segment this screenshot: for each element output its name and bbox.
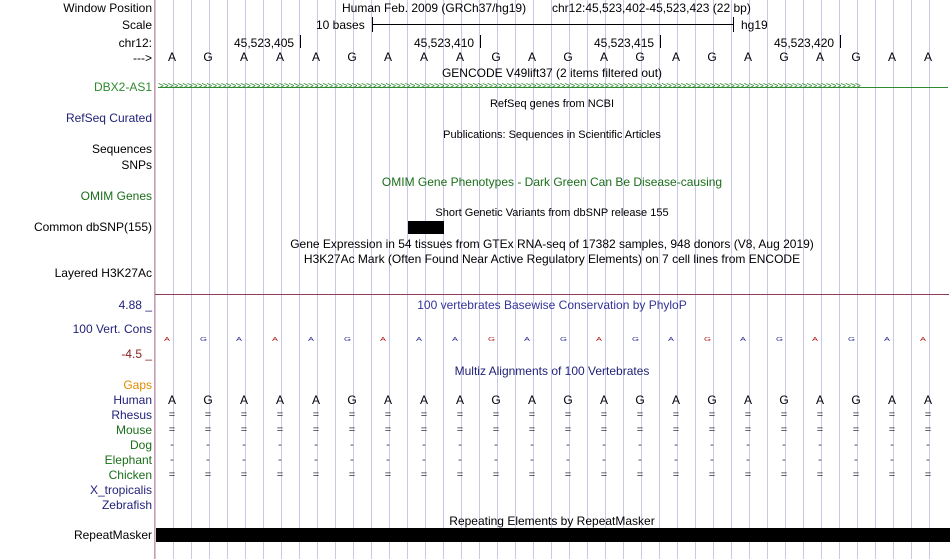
phylop-base-mark: A — [740, 336, 747, 342]
phylop-base-mark: A — [272, 336, 279, 342]
alignment-base: = — [672, 409, 680, 421]
assembly-name: Human Feb. 2009 (GRCh37/hg19) — [342, 1, 527, 15]
alignment-base: = — [744, 409, 752, 421]
dbsnp-track-title: Short Genetic Variants from dbSNP release 155 — [435, 207, 669, 219]
repeatmasker-feature[interactable] — [156, 528, 950, 542]
alignment-base: A — [419, 393, 428, 407]
alignment-base: = — [600, 424, 608, 436]
alignment-base: - — [314, 439, 318, 451]
alignment-base: A — [923, 393, 932, 407]
alignment-base: = — [276, 424, 284, 436]
alignment-base: = — [636, 409, 644, 421]
alignment-base: - — [818, 454, 822, 466]
refseq-track-title: RefSeq genes from NCBI — [489, 98, 615, 110]
alignment-base: - — [170, 454, 174, 466]
alignment-base: = — [168, 469, 176, 481]
dna-base: A — [599, 50, 608, 64]
snps-label[interactable]: SNPs — [121, 158, 152, 172]
phylop-base-mark: A — [416, 336, 423, 342]
omim-label[interactable]: OMIM Genes — [80, 189, 152, 203]
alignment-base: - — [350, 454, 354, 466]
alignment-base: = — [528, 424, 536, 436]
alignment-base: A — [455, 393, 464, 407]
scale-label: Scale — [121, 18, 152, 32]
ruler-tick-mark — [840, 35, 841, 48]
alignment-base: A — [383, 393, 392, 407]
scale-bar-left-tick — [372, 17, 373, 32]
species-label[interactable]: Zebrafish — [101, 498, 152, 512]
omim-track-title: OMIM Gene Phenotypes - Dark Green Can Be Disease-causing — [381, 175, 723, 189]
alignment-base: = — [924, 424, 932, 436]
alignment-base: = — [816, 469, 824, 481]
alignment-base: - — [386, 454, 390, 466]
alignment-base: - — [278, 439, 282, 451]
alignment-base: A — [239, 393, 248, 407]
alignment-base: - — [710, 439, 714, 451]
ruler-tick-label: 45,523,415 — [594, 36, 655, 50]
dna-base: A — [311, 50, 320, 64]
h3k27ac-track-title: H3K27Ac Mark (Often Found Near Active Regulatory Elements) on 7 cell lines from ENCODE — [303, 252, 801, 266]
alignment-base: = — [240, 469, 248, 481]
alignment-base: G — [203, 393, 213, 407]
dna-base: G — [203, 50, 213, 64]
alignment-base: - — [494, 454, 498, 466]
alignment-base: = — [312, 424, 320, 436]
ruler-tick-label: 45,523,410 — [414, 36, 475, 50]
alignment-base: - — [674, 454, 678, 466]
dna-base: A — [239, 50, 248, 64]
alignment-base: = — [276, 409, 284, 421]
ruler-tick-mark — [300, 35, 301, 48]
alignment-base: = — [924, 469, 932, 481]
alignment-base: A — [671, 393, 680, 407]
alignment-base: - — [854, 439, 858, 451]
alignment-base: - — [458, 454, 462, 466]
phylop-base-mark: G — [488, 336, 496, 342]
dna-base: A — [743, 50, 752, 64]
alignment-base: = — [528, 469, 536, 481]
phylop-base-mark: A — [452, 336, 459, 342]
species-label[interactable]: Chicken — [108, 468, 152, 482]
alignment-base: G — [563, 393, 573, 407]
alignment-base: = — [852, 409, 860, 421]
alignment-base: = — [204, 424, 212, 436]
chr-label: chr12: — [118, 36, 152, 50]
alignment-base: G — [347, 393, 357, 407]
phylop-base-mark: G — [776, 336, 784, 342]
alignment-base: = — [348, 424, 356, 436]
phylop-base-mark: A — [524, 336, 531, 342]
alignment-base: = — [888, 409, 896, 421]
alignment-base: = — [600, 409, 608, 421]
alignment-base: - — [206, 454, 210, 466]
phylop-base-mark: A — [308, 336, 315, 342]
alignment-base: = — [672, 424, 680, 436]
alignment-base: = — [708, 409, 716, 421]
alignment-base: = — [744, 424, 752, 436]
phylop-base-mark: G — [200, 336, 208, 342]
sequences-label[interactable]: Sequences — [91, 142, 152, 156]
alignment-base: A — [743, 393, 752, 407]
scale-text: 10 bases — [316, 18, 365, 32]
grid-line — [155, 0, 156, 559]
alignment-base: - — [314, 454, 318, 466]
alignment-base: = — [780, 409, 788, 421]
alignment-base: = — [636, 469, 644, 481]
alignment-base: - — [746, 454, 750, 466]
alignment-base: - — [782, 454, 786, 466]
alignment-base: = — [852, 469, 860, 481]
alignment-base: = — [780, 469, 788, 481]
window-position-value: chr12:45,523,402-45,523,423 (22 bp) — [552, 1, 751, 15]
alignment-base: G — [851, 393, 861, 407]
phylop-base-mark: A — [164, 336, 171, 342]
phylop-base-mark: G — [560, 336, 568, 342]
alignment-base: = — [564, 469, 572, 481]
phylop-base-mark: G — [704, 336, 712, 342]
dna-base: A — [671, 50, 680, 64]
publications-track-title: Publications: Sequences in Scientific Articles — [443, 129, 661, 141]
alignment-base: - — [926, 439, 930, 451]
gencode-track-title: GENCODE V49lift37 (2 items filtered out) — [441, 66, 663, 80]
gtex-track-title: Gene Expression in 54 tissues from GTEx RNA-seq of 17382 samples, 948 donors (V8, Aug 2019) — [290, 237, 814, 251]
alignment-base: = — [564, 424, 572, 436]
dna-base: G — [635, 50, 645, 64]
cons-label[interactable]: 100 Vert. Cons — [72, 322, 152, 336]
alignment-base: = — [492, 409, 500, 421]
species-label[interactable]: Rhesus — [111, 408, 152, 422]
alignment-base: - — [386, 439, 390, 451]
dna-base: A — [887, 50, 896, 64]
alignment-base: = — [168, 424, 176, 436]
alignment-base: - — [242, 439, 246, 451]
alignment-base: = — [312, 469, 320, 481]
phylop-base-mark: A — [812, 336, 819, 342]
alignment-base: G — [491, 393, 501, 407]
alignment-base: - — [422, 454, 426, 466]
alignment-base: - — [206, 439, 210, 451]
alignment-base: = — [276, 469, 284, 481]
phylop-base-mark: A — [920, 336, 927, 342]
alignment-base: G — [779, 393, 789, 407]
alignment-base: A — [599, 393, 608, 407]
alignment-base: - — [350, 439, 354, 451]
refseq-label[interactable]: RefSeq Curated — [65, 111, 152, 125]
alignment-base: = — [708, 469, 716, 481]
scale-bar-right-tick — [733, 17, 734, 32]
alignment-base: = — [708, 424, 716, 436]
dna-base: A — [275, 50, 284, 64]
dna-base: G — [707, 50, 717, 64]
alignment-base: G — [707, 393, 717, 407]
alignment-base: - — [566, 454, 570, 466]
window-position-label: Window Position — [63, 1, 152, 15]
alignment-base: = — [672, 469, 680, 481]
dna-base: A — [383, 50, 392, 64]
gaps-label[interactable]: Gaps — [123, 378, 152, 392]
dna-base: A — [923, 50, 932, 64]
phylop-base-mark: G — [632, 336, 640, 342]
alignment-base: = — [348, 409, 356, 421]
dna-base: G — [851, 50, 861, 64]
alignment-base: = — [528, 409, 536, 421]
dna-base: G — [563, 50, 573, 64]
alignment-base: - — [890, 454, 894, 466]
dna-base: A — [419, 50, 428, 64]
dna-base: G — [491, 50, 501, 64]
phylop-base-mark: A — [380, 336, 387, 342]
label-divider — [154, 0, 155, 559]
alignment-base: = — [744, 469, 752, 481]
repeatmasker-track-title: Repeating Elements by RepeatMasker — [449, 514, 655, 528]
alignment-base: = — [456, 409, 464, 421]
alignment-base: - — [710, 454, 714, 466]
alignment-base: A — [275, 393, 284, 407]
dna-base: G — [347, 50, 357, 64]
species-label[interactable]: Human — [113, 393, 152, 407]
alignment-base: = — [348, 469, 356, 481]
alignment-base: - — [602, 439, 606, 451]
phylop-base-mark: A — [668, 336, 675, 342]
scale-db: hg19 — [741, 18, 768, 32]
alignment-base: - — [494, 439, 498, 451]
alignment-base: = — [240, 424, 248, 436]
alignment-base: = — [204, 409, 212, 421]
alignment-base: = — [636, 424, 644, 436]
alignment-base: = — [924, 409, 932, 421]
alignment-base: = — [492, 424, 500, 436]
alignment-base: G — [635, 393, 645, 407]
alignment-base: = — [420, 409, 428, 421]
alignment-base: - — [242, 454, 246, 466]
alignment-base: - — [530, 439, 534, 451]
alignment-base: - — [890, 439, 894, 451]
alignment-base: - — [530, 454, 534, 466]
species-label[interactable]: Mouse — [115, 423, 152, 437]
alignment-base: - — [926, 454, 930, 466]
alignment-base: - — [638, 439, 642, 451]
alignment-base: = — [456, 469, 464, 481]
alignment-base: = — [384, 424, 392, 436]
dna-base: A — [167, 50, 176, 64]
alignment-base: - — [566, 439, 570, 451]
multiz-track-title: Multiz Alignments of 100 Vertebrates — [454, 364, 650, 378]
dbsnp-variant[interactable] — [408, 221, 444, 234]
alignment-base: = — [456, 424, 464, 436]
alignment-base: A — [311, 393, 320, 407]
alignment-base: = — [384, 469, 392, 481]
phylop-min: -4.5 _ — [121, 347, 152, 361]
alignment-base: = — [420, 424, 428, 436]
alignment-base: = — [816, 424, 824, 436]
species-label[interactable]: Dog — [129, 438, 152, 452]
alignment-base: = — [852, 424, 860, 436]
dbsnp-label[interactable]: Common dbSNP(155) — [33, 220, 152, 234]
h3k27ac-baseline — [155, 294, 949, 295]
repeatmasker-label[interactable]: RepeatMasker — [73, 528, 152, 542]
phylop-base-mark: A — [884, 336, 891, 342]
alignment-base: - — [278, 454, 282, 466]
ruler-tick-label: 45,523,405 — [234, 36, 295, 50]
alignment-base: = — [780, 424, 788, 436]
alignment-base: = — [204, 469, 212, 481]
gencode-baseline — [158, 87, 948, 88]
phylop-base-mark: A — [596, 336, 603, 342]
scale-bar — [372, 24, 733, 25]
alignment-base: - — [818, 439, 822, 451]
alignment-base: - — [170, 439, 174, 451]
phylop-base-mark: G — [848, 336, 856, 342]
species-label[interactable]: X_tropicalis — [89, 483, 152, 497]
alignment-base: = — [168, 409, 176, 421]
phylop-base-mark: A — [236, 336, 243, 342]
alignment-base: = — [384, 409, 392, 421]
alignment-base: = — [240, 409, 248, 421]
species-label[interactable]: Elephant — [104, 453, 152, 467]
alignment-base: - — [422, 439, 426, 451]
gencode-item-label[interactable]: DBX2-AS1 — [93, 80, 152, 94]
dna-base: A — [815, 50, 824, 64]
alignment-base: = — [420, 469, 428, 481]
alignment-base: - — [782, 439, 786, 451]
ruler-tick-mark — [660, 35, 661, 48]
alignment-base: = — [564, 409, 572, 421]
alignment-base: = — [600, 469, 608, 481]
alignment-base: - — [602, 454, 606, 466]
alignment-base: A — [167, 393, 176, 407]
dna-base: G — [779, 50, 789, 64]
dna-base: A — [455, 50, 464, 64]
alignment-base: = — [888, 469, 896, 481]
alignment-base: = — [312, 409, 320, 421]
strand-arrow-label: ---> — [133, 51, 152, 65]
phylop-base-mark: G — [344, 336, 352, 342]
alignment-base: - — [638, 454, 642, 466]
alignment-base: - — [854, 454, 858, 466]
phylop-track-title: 100 vertebrates Basewise Conservation by PhyloP — [417, 298, 687, 312]
ruler-tick-label: 45,523,420 — [774, 36, 835, 50]
alignment-base: A — [527, 393, 536, 407]
alignment-base: = — [816, 409, 824, 421]
ruler-tick-mark — [480, 35, 481, 48]
dna-base: A — [527, 50, 536, 64]
alignment-base: = — [888, 424, 896, 436]
alignment-base: = — [492, 469, 500, 481]
alignment-base: - — [674, 439, 678, 451]
phylop-max: 4.88 _ — [118, 298, 152, 312]
alignment-base: - — [458, 439, 462, 451]
alignment-base: A — [815, 393, 824, 407]
h3k27ac-label[interactable]: Layered H3K27Ac — [54, 266, 152, 280]
alignment-base: A — [887, 393, 896, 407]
alignment-base: - — [746, 439, 750, 451]
